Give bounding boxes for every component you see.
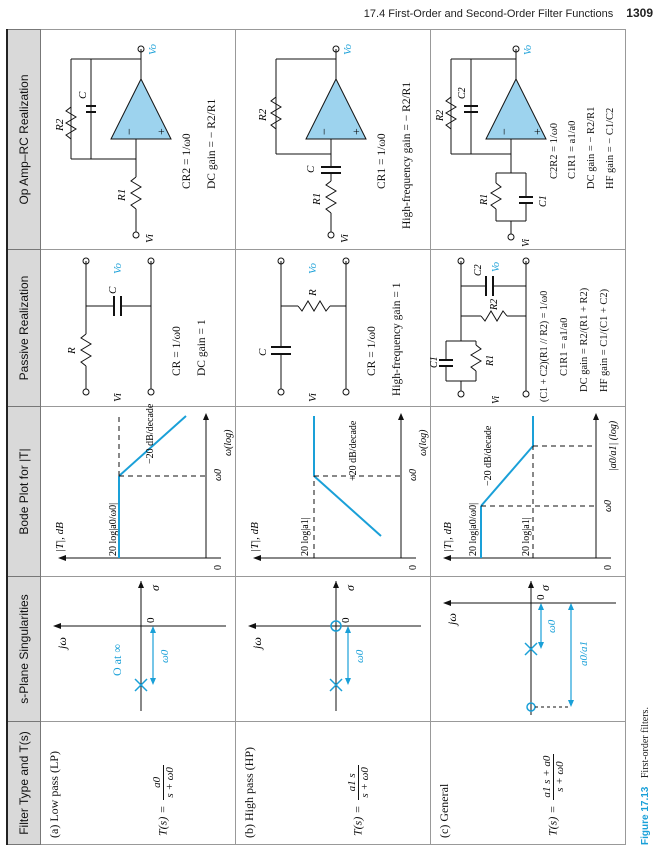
gen-opamp-eq3: DC gain = − R2/R1 bbox=[586, 106, 597, 189]
gen-bode-xtick1: ω0 bbox=[603, 499, 614, 512]
gen-opamp-eq1: C2R2 = 1/ω0 bbox=[549, 122, 560, 179]
gen-opamp-eq4: HF gain = − C1/C2 bbox=[605, 107, 616, 189]
figure-caption-text: First-order filters. bbox=[640, 707, 651, 779]
lp-opamp-R1: R1 bbox=[116, 188, 128, 201]
first-order-filter-table bbox=[6, 29, 626, 845]
hp-bode-slope: +20 dB/decade bbox=[348, 420, 359, 481]
gen-origin-label: 0 bbox=[535, 594, 547, 600]
lp-label: (a) Low pass (LP) bbox=[47, 751, 61, 838]
gen-bode-origin: 0 bbox=[603, 565, 614, 570]
lp-jw-label: jω bbox=[55, 637, 69, 649]
lp-bode-plot bbox=[41, 403, 235, 576]
gen-passive-circuit bbox=[431, 249, 625, 406]
lp-bode-cell bbox=[41, 403, 236, 577]
hp-opamp-cell bbox=[236, 30, 431, 250]
hp-bode-ylabel: |T|, dB bbox=[249, 522, 261, 552]
gen-bode-ylabel: |T|, dB bbox=[442, 522, 454, 552]
gen-bode-y2: 20 log|a1| bbox=[521, 517, 532, 556]
hp-passive-vi: Vi bbox=[307, 393, 319, 402]
hp-jw-label: jω bbox=[250, 637, 264, 649]
lp-type-cell bbox=[41, 722, 236, 845]
lp-passive-C: C bbox=[107, 286, 119, 294]
lp-splane-plot bbox=[41, 576, 235, 721]
gen-opamp-R2: R2 bbox=[435, 109, 446, 121]
gen-passive-R2: R2 bbox=[489, 298, 500, 310]
hp-passive-eq2: High-frequency gain = 1 bbox=[391, 282, 403, 396]
gen-passive-R1: R1 bbox=[485, 354, 496, 366]
hp-opamp-vi: Vi bbox=[339, 234, 351, 243]
gen-passive-eq3: DC gain = R2/(R1 + R2) bbox=[579, 287, 590, 392]
lp-opamp-eq1: CR2 = 1/ω0 bbox=[181, 133, 193, 189]
gen-opamp-cell bbox=[431, 30, 626, 250]
gen-bode-y1: 20 log|a0/ω0| bbox=[468, 502, 479, 556]
hp-splane-cell bbox=[236, 577, 431, 722]
gen-passive-cell bbox=[431, 250, 626, 407]
lp-tf-den: s + ω0 bbox=[164, 767, 176, 798]
col-header-s-plane: s-Plane Singularities bbox=[7, 577, 41, 722]
table-header-row bbox=[7, 30, 41, 845]
gen-sigma-label: σ bbox=[538, 585, 552, 591]
gen-bode-plot bbox=[431, 406, 625, 576]
gen-passive-vo: Vo bbox=[491, 262, 502, 272]
lp-opamp-R2: R2 bbox=[54, 118, 66, 131]
hp-passive-C: C bbox=[257, 348, 269, 356]
lp-sigma-label: σ bbox=[148, 585, 162, 591]
lp-opamp-vi: Vi bbox=[144, 234, 156, 243]
lp-bode-slope: −20 dB/decade bbox=[145, 403, 156, 464]
hp-bode-origin: 0 bbox=[408, 565, 419, 570]
lp-passive-vi: Vi bbox=[112, 393, 124, 402]
gen-opamp-vi: Vi bbox=[521, 238, 532, 247]
hp-opamp-eq1: CR1 = 1/ω0 bbox=[376, 133, 388, 189]
lp-passive-R: R bbox=[66, 347, 78, 354]
col-header-bode: Bode Plot for |T| bbox=[7, 407, 41, 577]
gen-passive-eq4: HF gain = C1/(C1 + C2) bbox=[599, 288, 610, 392]
gen-passive-vi: Vi bbox=[491, 395, 502, 404]
hp-passive-eq1: CR = 1/ω0 bbox=[366, 326, 378, 376]
gen-passive-C1: C1 bbox=[429, 356, 440, 368]
hp-opamp-plus: + bbox=[349, 128, 363, 135]
hp-passive-vo: Vo bbox=[307, 263, 319, 274]
lp-passive-vo: Vo bbox=[112, 263, 124, 274]
lp-bode-ylabel: |T|, dB bbox=[54, 522, 66, 552]
hp-bode-cell bbox=[236, 407, 431, 577]
gen-opamp-vo: Vo bbox=[523, 45, 534, 55]
lp-opamp-cell bbox=[41, 30, 236, 250]
gen-opamp-plus: + bbox=[530, 128, 544, 135]
table-row-lowpass bbox=[41, 30, 236, 845]
lp-opamp-minus: − bbox=[122, 128, 136, 135]
gen-tf-lhs: T(s) = bbox=[545, 805, 560, 836]
lp-bode-y1: 20 log|a0/ω0| bbox=[108, 502, 119, 556]
hp-bode-plot bbox=[236, 406, 430, 576]
hp-tf-den: s + ω0 bbox=[359, 767, 371, 798]
hp-tf-num: a1 s bbox=[346, 765, 359, 799]
gen-opamp-C1: C1 bbox=[538, 195, 549, 207]
page-number: 1309 bbox=[626, 6, 653, 20]
lp-w0-label: ω0 bbox=[159, 649, 171, 663]
lp-bode-xtick: ω0 bbox=[213, 468, 224, 481]
gen-opamp-minus: − bbox=[497, 128, 511, 135]
hp-transfer-function bbox=[346, 765, 371, 836]
gen-passive-eq2: C1R1 = a1/a0 bbox=[559, 317, 570, 376]
gen-bode-cell bbox=[431, 407, 626, 577]
hp-splane-plot bbox=[236, 576, 430, 721]
hp-w0-label: ω0 bbox=[354, 649, 366, 663]
gen-a0a1-label: a0/a1 bbox=[578, 640, 590, 666]
lp-bode-origin: 0 bbox=[213, 565, 224, 570]
lp-opamp-vo: Vo bbox=[147, 44, 159, 55]
filter-table bbox=[6, 30, 618, 845]
hp-opamp-eq2: High-frequency gain = − R2/R1 bbox=[401, 81, 413, 229]
gen-bode-xtick2: |a0/a1| (log) bbox=[608, 420, 619, 471]
section-title: 17.4 First-Order and Second-Order Filter Functions bbox=[363, 8, 614, 20]
hp-label: (b) High pass (HP) bbox=[242, 747, 256, 838]
gen-passive-eq1: (C1 + C2)(R1 // R2) = 1/ω0 bbox=[539, 290, 550, 402]
hp-opamp-C: C bbox=[305, 165, 317, 173]
hp-tf-lhs: T(s) = bbox=[350, 805, 365, 836]
lp-tf-num: a0 bbox=[151, 765, 164, 799]
lp-zero-at-infinity: O at ∞ bbox=[110, 644, 124, 676]
lp-origin-label: 0 bbox=[145, 617, 157, 623]
hp-bode-y1: 20 log|a1| bbox=[300, 517, 311, 556]
hp-bode-xtick: ω0 bbox=[408, 468, 419, 481]
col-header-opamp: Op Amp–RC Realization bbox=[7, 30, 41, 250]
figure-number: Figure 17.13 bbox=[640, 786, 651, 845]
gen-w0-label: ω0 bbox=[546, 619, 558, 633]
gen-tf-den: s + ω0 bbox=[554, 761, 566, 792]
gen-label: (c) General bbox=[437, 783, 451, 838]
hp-opamp-R2: R2 bbox=[257, 108, 269, 121]
gen-splane-cell bbox=[431, 577, 626, 722]
lp-transfer-function bbox=[151, 765, 176, 836]
hp-bode-xlabel: ω(log) bbox=[418, 429, 429, 456]
hp-origin-label: 0 bbox=[340, 617, 352, 623]
gen-opamp-C2: C2 bbox=[457, 87, 468, 99]
col-header-passive: Passive Realization bbox=[7, 250, 41, 407]
hp-passive-cell bbox=[236, 250, 431, 407]
col-header-filter-type: Filter Type and T(s) bbox=[7, 722, 41, 845]
gen-transfer-function bbox=[541, 754, 566, 836]
lp-splane-cell bbox=[41, 577, 236, 722]
lp-tf-lhs: T(s) = bbox=[155, 805, 170, 836]
hp-sigma-label: σ bbox=[343, 585, 357, 591]
gen-tf-num: a1 s + a0 bbox=[541, 755, 553, 798]
hp-opamp-minus: − bbox=[317, 128, 331, 135]
lp-passive-eq2: DC gain = 1 bbox=[196, 319, 208, 376]
gen-type-cell bbox=[431, 722, 626, 845]
gen-jw-label: jω bbox=[445, 613, 459, 625]
gen-bode-slope: −20 dB/decade bbox=[483, 425, 494, 486]
hp-opamp-R1: R1 bbox=[311, 192, 323, 205]
gen-opamp-R1: R1 bbox=[479, 193, 490, 205]
figure-caption bbox=[640, 707, 651, 845]
hp-opamp-vo: Vo bbox=[342, 44, 354, 55]
table-row-highpass bbox=[236, 30, 431, 845]
lp-bode-xlabel: ω(log) bbox=[223, 429, 234, 456]
running-head bbox=[364, 6, 653, 20]
table-row-general bbox=[431, 30, 626, 845]
hp-passive-R: R bbox=[307, 289, 319, 296]
lp-opamp-plus: + bbox=[154, 128, 168, 135]
gen-splane-plot bbox=[431, 576, 625, 721]
gen-passive-C2: C2 bbox=[473, 264, 484, 276]
lp-passive-eq1: CR = 1/ω0 bbox=[171, 326, 183, 376]
lp-opamp-C: C bbox=[77, 91, 89, 99]
gen-opamp-eq2: C1R1 = a1/a0 bbox=[567, 120, 578, 179]
lp-opamp-eq2: DC gain = − R2/R1 bbox=[206, 98, 218, 189]
lp-passive-cell bbox=[41, 250, 236, 407]
hp-type-cell bbox=[236, 722, 431, 845]
